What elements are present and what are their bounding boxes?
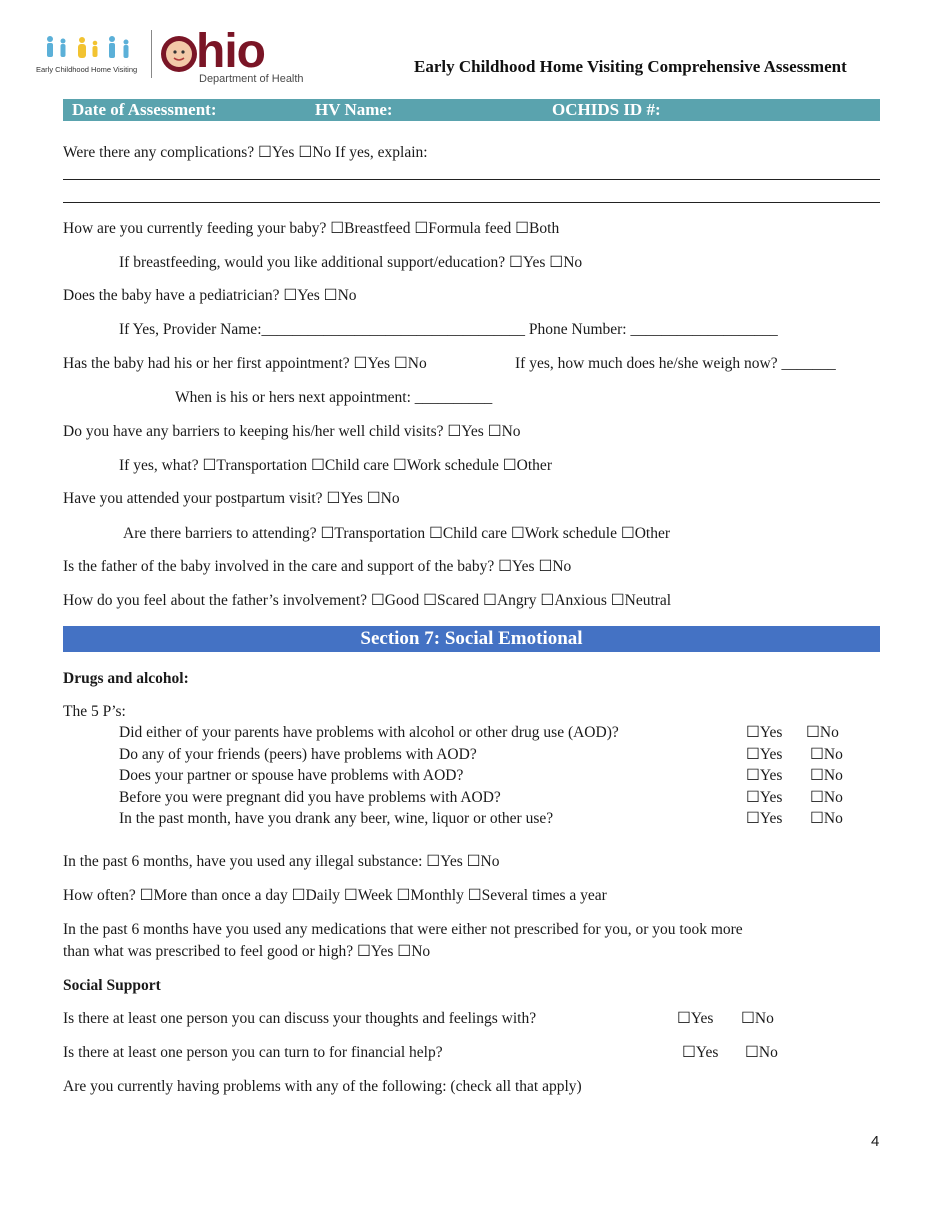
provider-name-phone-field[interactable]: If Yes, Provider Name:__________________________________ Phone Number: ___________________ — [119, 321, 778, 338]
five-ps-yes-checkbox[interactable]: ☐Yes — [746, 724, 783, 741]
explain-line-2[interactable] — [63, 202, 880, 203]
support-discuss-no-checkbox[interactable]: ☐No — [741, 1010, 774, 1027]
medications-question-line-2[interactable]: than what was prescribed to feel good or high? ☐Yes ☐No — [63, 943, 431, 960]
five-ps-yes-checkbox[interactable]: ☐Yes — [746, 810, 783, 827]
father-involvement-feeling-options[interactable]: How do you feel about the father’s involvement? ☐Good ☐Scared ☐Angry ☐Anxious ☐Neutral — [63, 592, 672, 609]
next-appointment-field[interactable]: When is his or hers next appointment: __________ — [175, 389, 493, 406]
page-number: 4 — [871, 1133, 880, 1150]
well-child-barriers-question[interactable]: Do you have any barriers to keeping his/her well child visits? ☐Yes ☐No — [63, 423, 521, 440]
five-ps-no-checkbox[interactable]: ☐No — [810, 767, 843, 784]
five-ps-yes-checkbox[interactable]: ☐Yes — [746, 767, 783, 784]
five-ps-question: Does your partner or spouse have problems with AOD? — [119, 767, 464, 784]
breastfeeding-support-question[interactable]: If breastfeeding, would you like additional support/education? ☐Yes ☐No — [119, 254, 583, 271]
five-ps-no-checkbox[interactable]: ☐No — [810, 789, 843, 806]
baby-weight-field[interactable]: If yes, how much does he/she weigh now? _______ — [515, 355, 836, 372]
section-7-title: Section 7: Social Emotional — [360, 628, 583, 649]
support-discuss-yes-checkbox[interactable]: ☐Yes — [677, 1010, 714, 1027]
ohio-wordmark: hio — [196, 25, 265, 78]
ohio-department-caption: Department of Health — [199, 73, 304, 85]
feeding-question[interactable]: How are you currently feeding your baby? ☐Breastfeed ☐Formula feed ☐Both — [63, 220, 560, 237]
drugs-alcohol-heading: Drugs and alcohol: — [63, 670, 189, 687]
family-figures-icon — [36, 34, 144, 64]
logo-caption: Early Childhood Home Visiting — [36, 65, 138, 74]
five-ps-no-checkbox[interactable]: ☐No — [806, 724, 839, 741]
five-ps-no-checkbox[interactable]: ☐No — [810, 746, 843, 763]
postpartum-barriers-options[interactable]: Are there barriers to attending? ☐Transportation ☐Child care ☐Work schedule ☐Other — [123, 525, 671, 542]
complications-question: Were there any complications? ☐Yes ☐No If yes, explain: — [63, 144, 428, 161]
five-ps-question: Did either of your parents have problems with alcohol or other drug use (AOD)? — [119, 724, 619, 741]
first-appointment-question[interactable]: Has the baby had his or her first appointment? ☐Yes ☐No — [63, 355, 427, 372]
five-ps-label: The 5 P’s: — [63, 703, 126, 720]
current-problems-question: Are you currently having problems with any of the following: (check all that apply) — [63, 1078, 582, 1095]
five-ps-yes-checkbox[interactable]: ☐Yes — [746, 789, 783, 806]
logo-divider — [151, 30, 152, 78]
postpartum-visit-question[interactable]: Have you attended your postpartum visit? ☐Yes ☐No — [63, 490, 400, 507]
five-ps-question: In the past month, have you drank any beer, wine, liquor or other use? — [119, 810, 554, 827]
social-support-heading: Social Support — [63, 977, 161, 994]
illegal-substance-question[interactable]: In the past 6 months, have you used any illegal substance: ☐Yes ☐No — [63, 853, 500, 870]
pediatrician-question[interactable]: Does the baby have a pediatrician? ☐Yes ☐No — [63, 287, 357, 304]
support-discuss-question: Is there at least one person you can discuss your thoughts and feelings with? — [63, 1010, 537, 1027]
page-title: Early Childhood Home Visiting Comprehensive Assessment — [414, 57, 847, 76]
section-7-header — [63, 626, 880, 652]
support-financial-yes-checkbox[interactable]: ☐Yes — [682, 1044, 719, 1061]
medications-question-line-1: In the past 6 months have you used any medications that were either not prescribed for you, or you took more — [63, 921, 743, 938]
explain-line-1[interactable] — [63, 179, 880, 180]
five-ps-question: Do any of your friends (peers) have problems with AOD? — [119, 746, 477, 763]
how-often-options[interactable]: How often? ☐More than once a day ☐Daily ☐Week ☐Monthly ☐Several times a year — [63, 887, 607, 904]
five-ps-yes-checkbox[interactable]: ☐Yes — [746, 746, 783, 763]
date-of-assessment-label: Date of Assessment: — [72, 100, 217, 119]
five-ps-no-checkbox[interactable]: ☐No — [810, 810, 843, 827]
support-financial-question: Is there at least one person you can turn to for financial help? — [63, 1044, 443, 1061]
assessment-info-bar — [63, 99, 880, 121]
support-financial-no-checkbox[interactable]: ☐No — [745, 1044, 778, 1061]
well-child-barriers-options[interactable]: If yes, what? ☐Transportation ☐Child care ☐Work schedule ☐Other — [119, 457, 552, 474]
hv-name-label: HV Name: — [315, 100, 393, 119]
ochids-id-label: OCHIDS ID #: — [552, 100, 661, 119]
ohio-seal-icon — [160, 35, 198, 73]
father-involvement-question[interactable]: Is the father of the baby involved in the care and support of the baby? ☐Yes ☐No — [63, 558, 572, 575]
five-ps-question: Before you were pregnant did you have problems with AOD? — [119, 789, 501, 806]
